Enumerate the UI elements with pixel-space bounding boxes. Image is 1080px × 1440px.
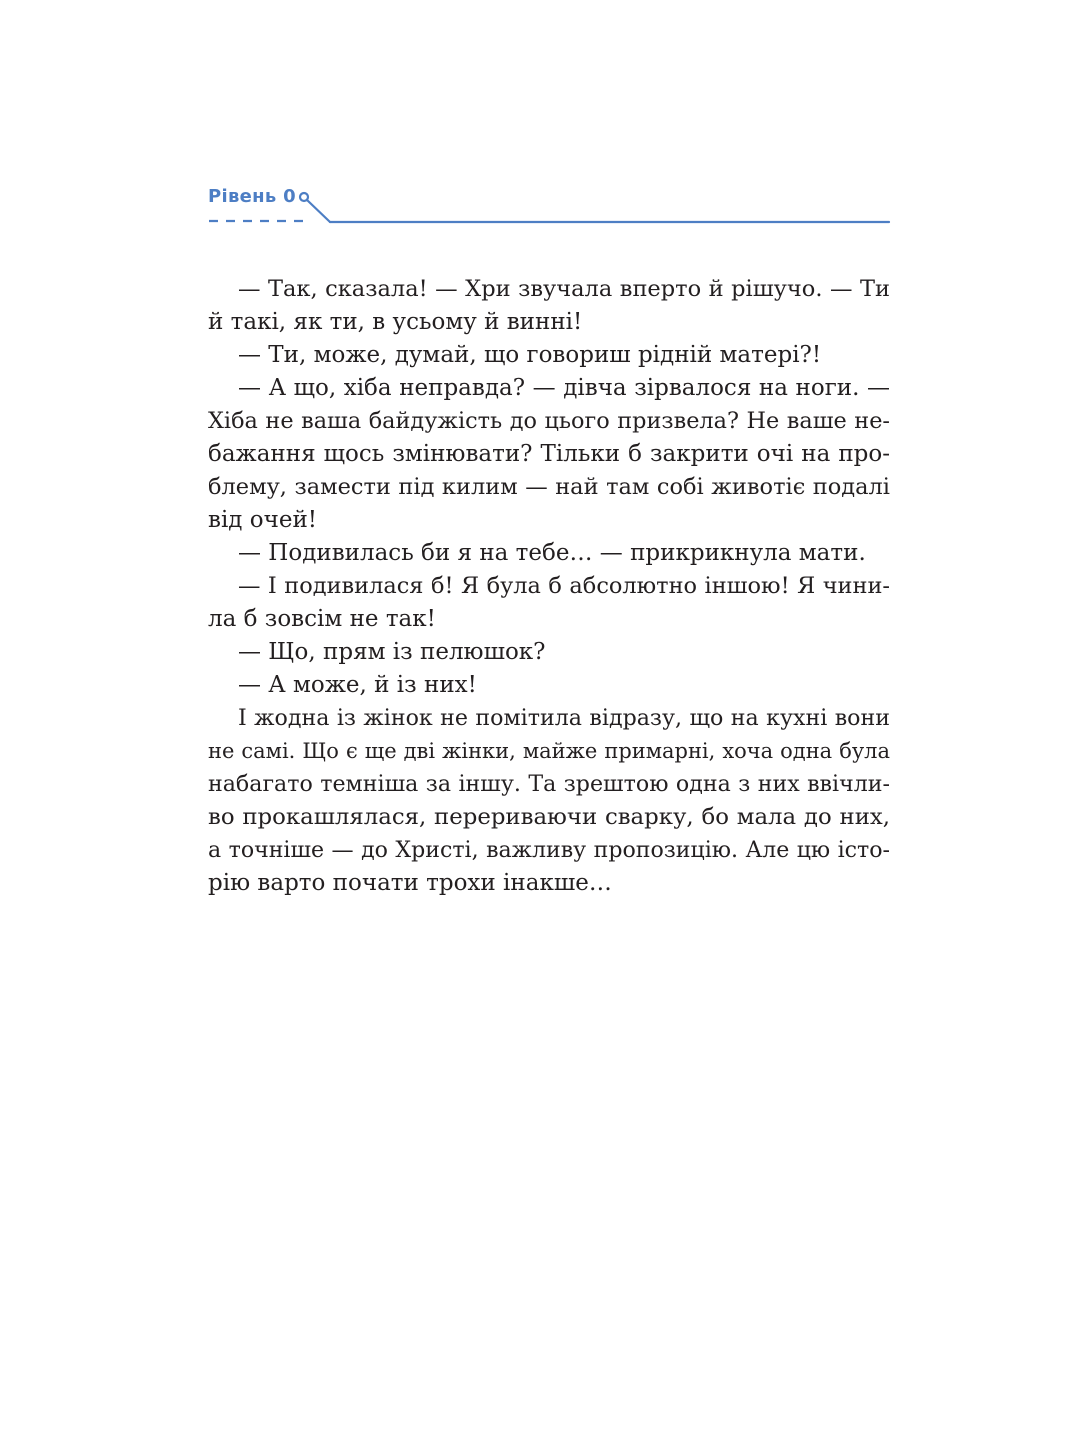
text-line: І жодна із жінок не помітила відразу, що на кухні вони bbox=[238, 705, 890, 731]
text-line: — І подивилася б! Я була б абсолютно іншою! Я чини- bbox=[238, 573, 890, 599]
text-line: набагато темніша за іншу. Та зрештою одна з них ввічли- bbox=[208, 771, 890, 797]
text-line: від очей! bbox=[208, 507, 318, 533]
header-rule bbox=[0, 0, 1080, 240]
text-line: — Так, сказала! — Хри звучала вперто й рішучо. — Ти bbox=[238, 276, 890, 302]
text-line: во прокашлялася, перериваючи сварку, бо мала до них, bbox=[208, 804, 890, 830]
text-line: бажання щось змінювати? Тільки б закрити очі на про- bbox=[208, 441, 890, 467]
level-label: Рівень 0 bbox=[208, 186, 296, 207]
running-header bbox=[0, 0, 1080, 240]
text-line: ла б зовсім не так! bbox=[208, 606, 436, 632]
text-line: — А що, хіба неправда? — дівча зірвалося на ноги. — bbox=[238, 375, 890, 401]
text-line: — Подивилась би я на тебе… — прикрикнула мати. bbox=[238, 540, 866, 566]
body-text bbox=[208, 273, 890, 900]
text-line: Хіба не ваша байдужість до цього призвела? Не ваше не- bbox=[208, 408, 890, 434]
text-line: — Ти, може, думай, що говориш рідній матері?! bbox=[238, 342, 822, 368]
text-line: — А може, й із них! bbox=[238, 672, 477, 698]
text-line: рію варто почати трохи інакше… bbox=[208, 870, 612, 896]
header-rule-diagonal bbox=[307, 200, 330, 222]
text-line: блему, замести під килим — най там собі животіє подалі bbox=[208, 474, 890, 500]
text-line: й такі, як ти, в усьому й винні! bbox=[208, 309, 583, 335]
text-line: не самі. Що є ще дві жінки, майже примарні, хоча одна була bbox=[208, 739, 890, 763]
text-line: а точніше — до Христі, важливу пропозицію. Але цю істо- bbox=[208, 837, 890, 863]
text-line: — Що, прям із пелюшок? bbox=[238, 639, 546, 665]
